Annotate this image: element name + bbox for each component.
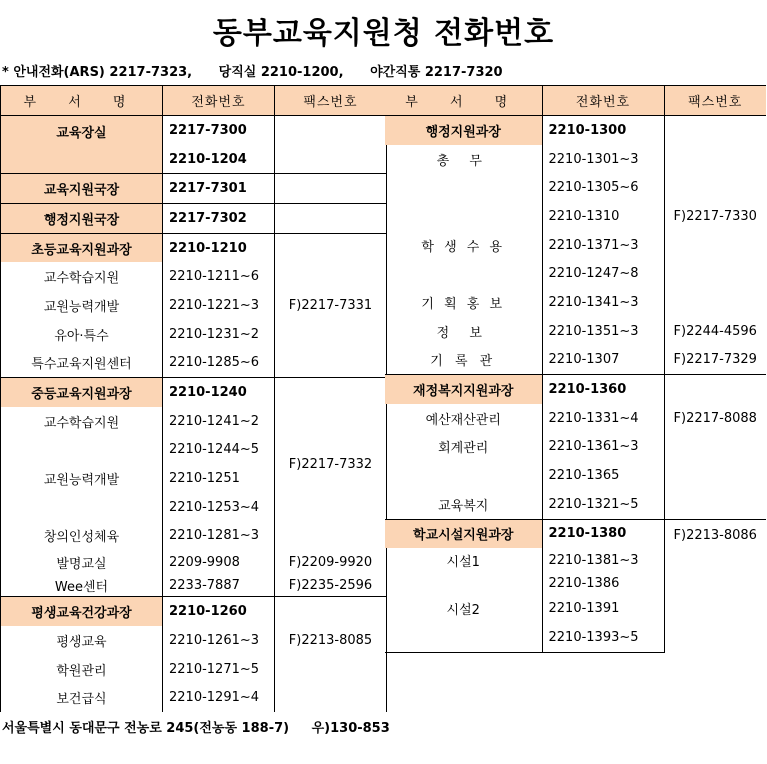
address: 서울특별시 동대문구 전농로 245(전농동 188-7) [2,721,290,736]
phone: 2210-1271~5 [163,655,275,684]
phone: 2210-1285~6 [163,349,275,378]
dept-name: 정 보 [385,317,542,346]
dept-admin: 행정지원과장 [385,116,542,145]
fax: F)2213-8085 [275,597,387,712]
header-phone: 전화번호 [542,86,664,116]
phone: 2210-1331~4 [542,404,664,433]
phone: 2210-1210 [163,233,275,262]
phone: 2217-7302 [163,204,275,234]
phone: 2210-1341~3 [542,288,664,317]
fax: F)2217-8088 [664,375,766,519]
phone: 2210-1291~4 [163,683,275,712]
fax: F)2217-7330 [664,116,766,317]
phone: 2210-1321~5 [542,490,664,519]
dept-name: 교원능력개발 [1,291,163,320]
dept-name: 시설2 [385,594,542,623]
header-dept: 부 서 명 [1,86,163,116]
dept-name: 특수교육지원센터 [1,349,163,378]
phone: 2210-1393~5 [542,623,664,652]
dept-name: 회계관리 [385,433,542,462]
fax: F)2235-2596 [275,574,387,597]
footer-address-line [2,717,390,736]
left-header-row [1,86,387,116]
fax: F)2217-7332 [275,378,387,551]
phone: 2210-1231~2 [163,320,275,349]
fax: F)2217-7329 [673,352,757,368]
dept-lifelong: 평생교육건강과장 [1,597,163,626]
fax: F)2217-7331 [275,233,387,377]
dept-edu-support-director: 교육지원국장 [1,174,163,204]
phone: 2210-1371~3 [542,231,664,260]
right-header-row [385,86,766,116]
phone: 2217-7301 [163,174,275,204]
dept-middle: 중등교육지원과장 [1,378,163,407]
header-fax: 팩스번호 [664,86,766,116]
header-dept: 부 서 명 [385,86,542,116]
phone: 2210-1310 [542,202,664,231]
dept-name: 기 획 홍 보 [385,288,542,317]
phone: 2210-1240 [163,378,275,407]
phone: 2209-9908 [163,550,275,574]
night-duty-info: 당직실 2210-1200, [218,65,344,80]
phone: 2210-1351~3 [542,317,664,346]
phone: 2210-1380 [542,519,664,548]
header-fax: 팩스번호 [275,86,387,116]
dept-name: 보건급식 [1,683,163,712]
fax: F)2209-9920 [275,550,387,574]
dept-name: 학원관리 [1,655,163,684]
fax: F)2213-8086 [664,519,766,652]
phone: 2217-7300 [163,116,275,145]
dept-name: 시설1 [385,548,542,572]
phone: 2210-1260 [163,597,275,626]
dept-elementary: 초등교육지원과장 [1,233,163,262]
phone: 2210-1386 [542,572,664,594]
dept-name: 창의인성체육 [1,522,163,551]
dept-name: Wee센터 [1,574,163,597]
dept-name: 교수학습지원 [1,407,163,436]
phone: 2210-1301~3 [542,145,664,174]
dept-name: 기 록 관 [385,346,542,375]
page-title: 동부교육지원청 전화번호 [212,16,555,51]
dept-name: 예산재산관리 [385,404,542,433]
dept-name: 발명교실 [1,550,163,574]
phone: 2210-1360 [542,375,664,404]
dept-name: 총 무 [385,145,542,174]
phone: 2210-1300 [542,116,664,145]
phone: 2210-1204 [163,145,275,174]
phone: 2210-1251 [163,464,275,493]
dept-name: 교육복지 [385,490,542,519]
dept-admin-director: 행정지원국장 [1,204,163,234]
dept-name: 학 생 수 용 [385,231,542,260]
phone: 2210-1381~3 [542,548,664,572]
phone: 2210-1261~3 [163,626,275,655]
phone: 2210-1281~3 [163,522,275,551]
dept-name: 교수학습지원 [1,262,163,291]
info-line [2,61,525,80]
phone: 2210-1253~4 [163,493,275,522]
dept-finance: 재정복지지원과장 [385,375,542,404]
phone: 2210-1305~6 [542,173,664,202]
phone: 2210-1241~2 [163,407,275,436]
phone: 2210-1211~6 [163,262,275,291]
dept-name: 교원능력개발 [1,464,163,493]
phone: 2233-7887 [163,574,275,597]
right-directory-table [385,85,766,653]
dept-name: 유아·특수 [1,320,163,349]
dept-edu-chief: 교육장실 [1,116,163,174]
ars-info: * 안내전화(ARS) 2217-7323, [2,65,193,80]
postal-code: 우)130-853 [311,721,390,736]
phone: 2210-1247~8 [542,259,664,288]
header-phone: 전화번호 [163,86,275,116]
phone: 2210-1365 [542,461,664,490]
fax: F)2244-4596 [673,323,757,339]
phone: 2210-1391 [542,594,664,623]
dept-name: 평생교육 [1,626,163,655]
phone: 2210-1221~3 [163,291,275,320]
phone: 2210-1307 [542,346,664,375]
left-directory-table [0,85,387,712]
dept-facility: 학교시설지원과장 [385,519,542,548]
phone: 2210-1361~3 [542,433,664,462]
phone: 2210-1244~5 [163,436,275,465]
night-direct-info: 야간직통 2217-7320 [370,65,503,80]
